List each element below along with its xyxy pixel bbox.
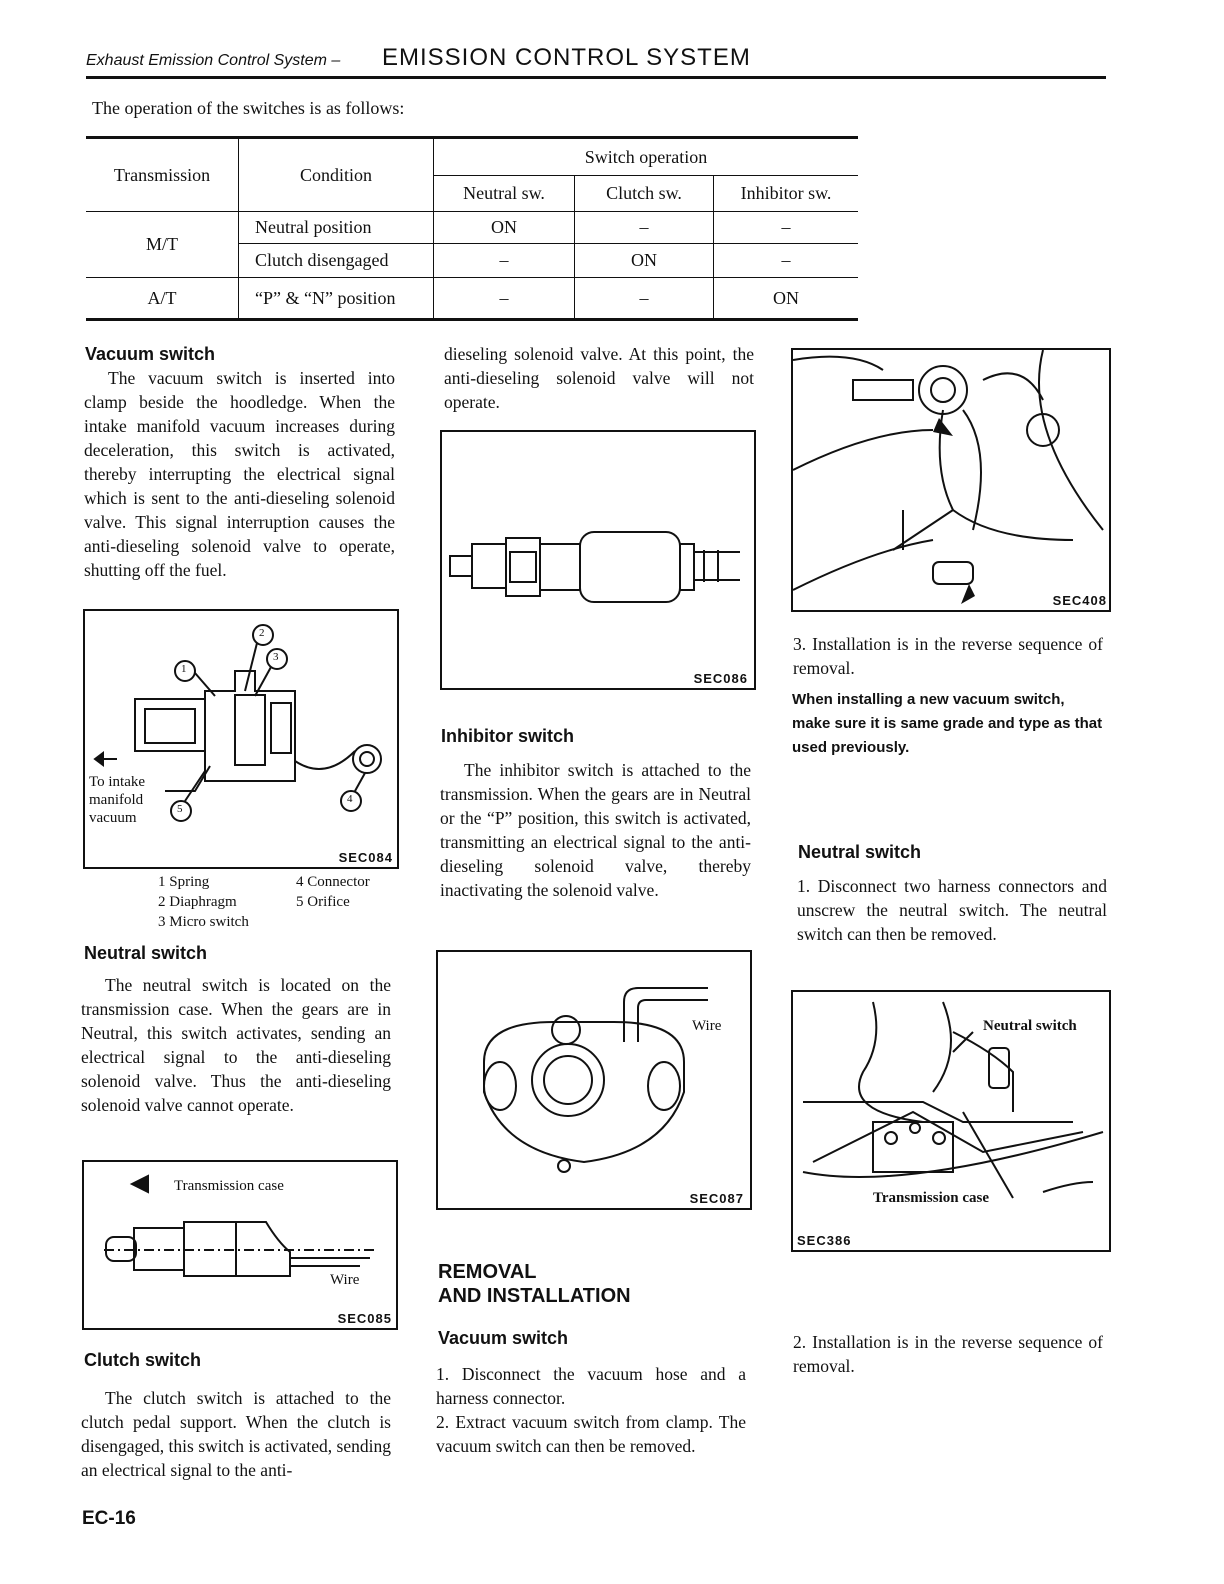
cell-condition: Clutch disengaged	[239, 244, 434, 278]
figure-sec086	[440, 430, 756, 690]
figure-sec087	[436, 950, 752, 1210]
legend-item: 2 Diaphragm	[158, 894, 237, 910]
cell-neutral: –	[434, 278, 575, 320]
removal-heading-line2: AND INSTALLATION	[438, 1285, 631, 1307]
table-row	[86, 278, 858, 320]
figure-sec408	[791, 348, 1111, 612]
th-clutch-sw: Clutch sw.	[575, 176, 714, 212]
neutral-removal-step-1: 1. Disconnect two harness connectors and unscrew the neutral switch. The neutral switch can then be removed.	[797, 876, 1107, 944]
figure-code: SEC084	[338, 850, 393, 865]
inhibitor-switch-heading: Inhibitor switch	[441, 726, 574, 746]
legend-item: 1 Spring	[158, 874, 210, 890]
label-transmission-case: Transmission case	[873, 1190, 989, 1206]
clutch-switch-heading: Clutch switch	[84, 1350, 202, 1370]
figure-legend-left	[158, 872, 249, 932]
legend-item: 3 Micro switch	[158, 914, 249, 930]
page-header	[86, 42, 1106, 79]
callout-5: 5	[177, 803, 183, 815]
callout-1: 1	[181, 663, 187, 675]
legend-item: 4 Connector	[296, 874, 370, 890]
header-title: EMISSION CONTROL SYSTEM	[382, 44, 751, 71]
page-number: EC-16	[82, 1508, 136, 1529]
figure-sec386	[791, 990, 1111, 1252]
neutral-switch-text: The neutral switch is located on the transmission case. When the gears are in Neutral, this switch activates, sending an electrical signal to the anti-dieseling solenoid valve. Thus the anti-dieseling solenoid valve cannot operate.	[81, 975, 391, 1115]
neutral-removal-heading: Neutral switch	[798, 842, 922, 862]
callout-4: 4	[347, 793, 353, 805]
cell-clutch: –	[575, 278, 714, 320]
figure-code: SEC408	[1052, 593, 1107, 608]
figure-code: SEC087	[689, 1191, 744, 1206]
switch-operation-table	[86, 136, 858, 321]
vacuum-switch-diagram	[85, 611, 397, 867]
th-switch-operation: Switch operation	[434, 138, 859, 176]
th-inhibitor-sw: Inhibitor sw.	[714, 176, 859, 212]
callout-3: 3	[273, 651, 279, 663]
th-neutral-sw: Neutral sw.	[434, 176, 575, 212]
figure-legend-right	[296, 872, 370, 912]
vacuum-switch-text: The vacuum switch is inserted into clamp beside the hoodledge. When the intake manifold vacuum increases during deceleration, this switch is activated, thereby interrupting the electrical signal which is sent to the anti-dieseling solenoid valve. This signal interruption causes the anti-dieseling solenoid valve to operate, shutting off the fuel.	[84, 368, 395, 580]
removal-heading	[438, 1260, 631, 1308]
removal-step-1: 1. Disconnect the vacuum hose and a harness connector.	[436, 1364, 746, 1408]
cell-inhibitor: –	[714, 212, 859, 244]
inhibitor-switch-text: The inhibitor switch is attached to the transmission. When the gears are in Neutral or the “P” position, this switch is activated, transmitting an electrical signal to the anti-dieseling solenoid valve, thereby inactivating the solenoid valve.	[440, 760, 751, 900]
vacuum-switch-side-diagram	[442, 432, 754, 688]
label-neutral-switch: Neutral switch	[983, 1018, 1077, 1034]
cell-condition: Neutral position	[239, 212, 434, 244]
vacuum-continued-text: dieseling solenoid valve. At this point, the anti-dieseling solenoid valve will not operate.	[444, 344, 754, 412]
inhibitor-switch-diagram	[438, 952, 750, 1208]
vacuum-switch-heading: Vacuum switch	[85, 344, 216, 364]
th-condition: Condition	[239, 138, 434, 212]
removal-vacuum-heading: Vacuum switch	[438, 1328, 569, 1348]
cell-condition: “P” & “N” position	[239, 278, 434, 320]
figure-code: SEC086	[693, 671, 748, 686]
label-transmission-case: Transmission case	[174, 1178, 284, 1194]
cell-inhibitor: ON	[714, 278, 859, 320]
clutch-switch-text: The clutch switch is attached to the clutch pedal support. When the clutch is disengaged, this switch is activated, sending an electrical signal to the anti-	[81, 1388, 391, 1480]
callout-2: 2	[259, 627, 265, 639]
cell-mt: M/T	[86, 212, 239, 278]
cell-neutral: –	[434, 244, 575, 278]
removal-step-2: 2. Extract vacuum switch from clamp. The vacuum switch can then be removed.	[436, 1412, 746, 1456]
installation-step-3: 3. Installation is in the reverse sequence of removal.	[793, 634, 1103, 678]
legend-item: 5 Orifice	[296, 894, 350, 910]
figure-sec084	[83, 609, 399, 869]
label-wire: Wire	[330, 1272, 360, 1288]
intro-text: The operation of the switches is as follows:	[92, 98, 405, 118]
cell-neutral: ON	[434, 212, 575, 244]
figure-sec085	[82, 1160, 398, 1330]
header-subtitle: Exhaust Emission Control System –	[86, 52, 341, 69]
th-transmission: Transmission	[86, 138, 239, 212]
label-intake-manifold: To intake manifold vacuum	[89, 774, 146, 826]
cell-clutch: ON	[575, 244, 714, 278]
figure-code: SEC085	[337, 1311, 392, 1326]
cell-clutch: –	[575, 212, 714, 244]
figure-code: SEC386	[797, 1233, 852, 1248]
table-row	[86, 212, 858, 244]
installation-note: When installing a new vacuum switch, make sure it is same grade and type as that used previously.	[792, 691, 1103, 756]
cell-inhibitor: –	[714, 244, 859, 278]
neutral-switch-heading: Neutral switch	[84, 943, 208, 963]
vacuum-switch-location-photo	[793, 350, 1109, 610]
label-wire: Wire	[692, 1018, 722, 1034]
cell-at: A/T	[86, 278, 239, 320]
removal-heading-line1: REMOVAL	[438, 1261, 537, 1283]
neutral-removal-step-2: 2. Installation is in the reverse sequence of removal.	[793, 1332, 1103, 1376]
